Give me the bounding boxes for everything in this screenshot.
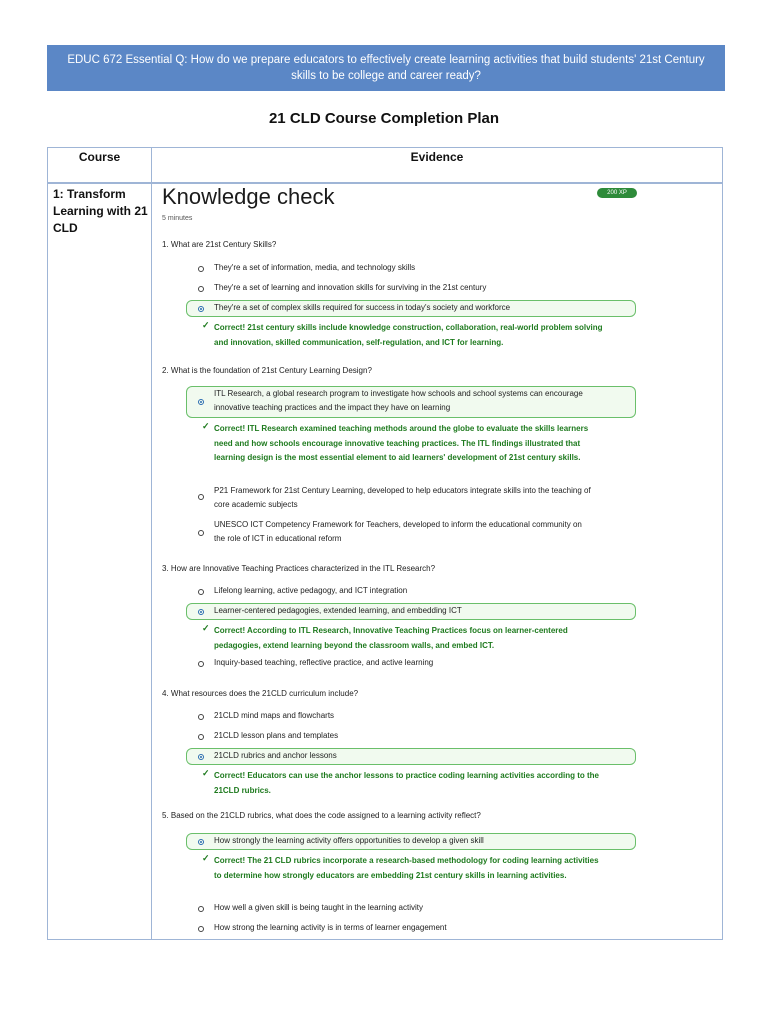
essential-question-banner bbox=[47, 45, 725, 91]
q5-feedback: Correct! The 21 CLD rubrics incorporate a research-based methodology for coding learning activities to determine how strongly educators are embedding 21st century skills in learning activities. bbox=[214, 856, 599, 880]
knowledge-check-duration: 5 minutes bbox=[162, 215, 193, 222]
q1-checkmark-icon: ✓ bbox=[202, 320, 210, 330]
q2-option-1-radio[interactable] bbox=[198, 399, 204, 405]
q1-feedback: Correct! 21st century skills include knowledge construction, collaboration, real-world problem solving and innovation, skilled communication, self-regulation, and ICT for learning. bbox=[214, 323, 603, 347]
q1-option-3-radio[interactable] bbox=[198, 306, 204, 312]
q1-option-1-label[interactable]: They're a set of information, media, and technology skills bbox=[214, 263, 416, 272]
q4-option-1-radio[interactable] bbox=[198, 714, 204, 720]
q5-option-1-label[interactable]: How strongly the learning activity offers opportunities to develop a given skill bbox=[214, 836, 484, 845]
q4-checkmark-icon: ✓ bbox=[202, 768, 210, 778]
question-4: 4. What resources does the 21CLD curriculum include? bbox=[162, 689, 359, 698]
q4-option-2-radio[interactable] bbox=[198, 734, 204, 740]
banner-text: EDUC 672 Essential Q: How do we prepare educators to effectively create learning activities that build students' 21st Century skills to be college and career ready? bbox=[67, 54, 705, 82]
q5-option-3-radio[interactable] bbox=[198, 926, 204, 932]
q5-option-1-radio[interactable] bbox=[198, 839, 204, 845]
q4-option-3-label[interactable]: 21CLD rubrics and anchor lessons bbox=[214, 751, 337, 760]
column-header-evidence: Evidence bbox=[410, 150, 464, 164]
q2-option-3-radio[interactable] bbox=[198, 530, 204, 536]
q2-option-2-radio[interactable] bbox=[198, 494, 204, 500]
q2-option-1-label[interactable]: ITL Research, a global research program to investigate how schools and school systems can encourage innovative teaching practices and the impact they have on learning bbox=[214, 389, 583, 412]
q3-checkmark-icon: ✓ bbox=[202, 623, 210, 633]
question-3: 3. How are Innovative Teaching Practices characterized in the ITL Research? bbox=[162, 564, 436, 573]
q2-option-2-label[interactable]: P21 Framework for 21st Century Learning, developed to help educators integrate skills into the teaching of core academic subjects bbox=[214, 486, 591, 509]
q3-option-1-radio[interactable] bbox=[198, 589, 204, 595]
q1-option-2-radio[interactable] bbox=[198, 286, 204, 292]
q2-option-3-label[interactable]: UNESCO ICT Competency Framework for Teachers, developed to inform the educational community on the role of ICT in educational reform bbox=[214, 520, 582, 543]
page-title: 21 CLD Course Completion Plan bbox=[268, 110, 500, 127]
completion-plan-table bbox=[47, 147, 723, 940]
column-header-course: Course bbox=[78, 150, 121, 164]
q3-option-3-label[interactable]: Inquiry-based teaching, reflective practice, and active learning bbox=[214, 658, 434, 667]
q3-option-2-radio[interactable] bbox=[198, 609, 204, 615]
q1-option-2-label[interactable]: They're a set of learning and innovation skills for surviving in the 21st century bbox=[214, 283, 487, 292]
xp-badge: 200 XP bbox=[597, 188, 637, 198]
q4-feedback: Correct! Educators can use the anchor lessons to practice coding learning activities according to the 21CLD rubrics. bbox=[214, 771, 599, 795]
q4-option-1-label[interactable]: 21CLD mind maps and flowcharts bbox=[214, 711, 335, 720]
question-1: 1. What are 21st Century Skills? bbox=[162, 240, 277, 249]
q3-option-1-label[interactable]: Lifelong learning, active pedagogy, and ICT integration bbox=[214, 586, 408, 595]
q4-option-2-label[interactable]: 21CLD lesson plans and templates bbox=[214, 731, 339, 740]
q2-checkmark-icon: ✓ bbox=[202, 421, 210, 431]
evidence-cell bbox=[162, 184, 716, 939]
course-name-cell: 1: Transform Learning with 21 CLD bbox=[53, 187, 148, 235]
q4-option-3-radio[interactable] bbox=[198, 754, 204, 760]
column-divider bbox=[151, 148, 152, 939]
q5-option-3-label[interactable]: How strong the learning activity is in terms of learner engagement bbox=[214, 923, 447, 932]
q3-option-3-radio[interactable] bbox=[198, 661, 204, 667]
q3-option-2-label[interactable]: Learner-centered pedagogies, extended learning, and embedding ICT bbox=[214, 606, 462, 615]
q1-option-3-label[interactable]: They're a set of complex skills required for success in today's society and workforce bbox=[214, 303, 511, 312]
q1-option-1-radio[interactable] bbox=[198, 266, 204, 272]
q2-feedback: Correct! ITL Research examined teaching methods around the globe to evaluate the skills learners need and how schools encourage innovative teaching practices. The ITL findings illustrated that learning design is the most essential element to aid learners' development of 21st century skills. bbox=[214, 424, 589, 462]
knowledge-check-title: Knowledge check bbox=[162, 184, 335, 209]
q5-option-2-radio[interactable] bbox=[198, 906, 204, 912]
q5-option-2-label[interactable]: How well a given skill is being taught in the learning activity bbox=[214, 903, 423, 912]
q5-checkmark-icon: ✓ bbox=[202, 853, 210, 863]
q3-feedback: Correct! According to ITL Research, Innovative Teaching Practices focus on learner-centered pedagogies, extend learning beyond the classroom walls, and embed ICT. bbox=[214, 626, 568, 650]
question-5: 5. Based on the 21CLD rubrics, what does the code assigned to a learning activity reflect? bbox=[162, 811, 481, 820]
question-2: 2. What is the foundation of 21st Century Learning Design? bbox=[162, 366, 372, 375]
